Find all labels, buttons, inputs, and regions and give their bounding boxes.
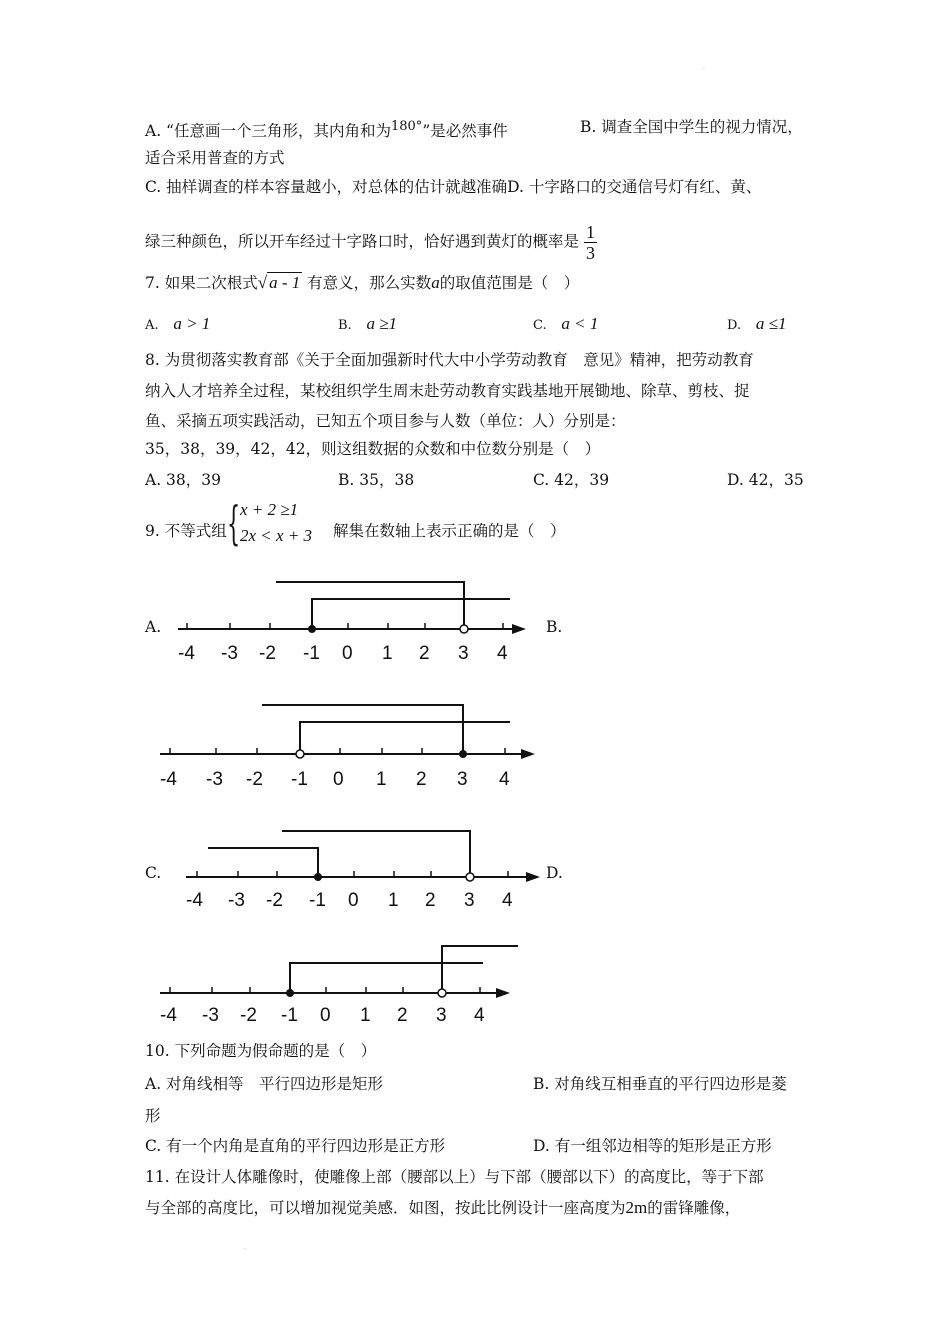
q7-option-c: C. a < 1 — [533, 314, 599, 333]
tick-label: 2 — [419, 643, 430, 664]
sqrt-expression: √ a - 1 — [257, 273, 301, 292]
q9-label-a: A. — [145, 618, 162, 636]
number-line-c — [186, 831, 540, 911]
q10-option-c: C. 有一个内角是直角的平行四边形是正方形 — [145, 1137, 446, 1155]
q9-label-d: D. — [546, 864, 563, 882]
q11-line-1: 11. 在设计人体雕像时，使雕像上部（腰部以上）与下部（腰部以下）的高度比，等于下部 — [145, 1168, 764, 1186]
tick-label: 0 — [348, 890, 359, 911]
q8-option-b: B. 35，38 — [338, 471, 415, 489]
tick-label: 4 — [497, 643, 508, 664]
page-mark: · — [244, 1246, 246, 1253]
q9-label-b: B. — [546, 618, 563, 636]
q8-line-3: 鱼、采摘五项实践活动，已知五个项目参与人数（单位：人）分别是： — [145, 412, 626, 430]
tick-label: -1 — [281, 1005, 298, 1026]
q6-option-b: B. 调查全国中学生的视力情况， — [580, 118, 803, 136]
tick-label: 3 — [458, 643, 469, 664]
q10-option-a: A. 对角线相等 平行四边形是矩形 — [145, 1075, 384, 1093]
q6-option-c: C. 抽样调查的样本容量越小，对总体的估计就越准确D. 十字路口的交通信号灯有红、黄、 — [145, 178, 762, 196]
number-line-a — [178, 582, 526, 664]
tick-label: 0 — [342, 643, 353, 664]
q8-line-2: 纳入人才培养全过程，某校组织学生周末赴劳动教育实践基地开展锄地、除草、剪枝、捉 — [145, 382, 750, 400]
tick-label: 1 — [360, 1005, 371, 1026]
q10-option-b: B. 对角线互相垂直的平行四边形是菱 — [533, 1075, 787, 1093]
tick-label: 1 — [382, 643, 393, 664]
q6-option-b-cont: 适合采用普查的方式 — [145, 149, 285, 167]
fraction-one-third: $\frac{1}{3}$ — [585, 222, 595, 263]
q6-option-d: 绿三种颜色，所以开车经过十字路口时，恰好遇到黄灯的概率是 $\frac{1}{3}$ — [145, 222, 595, 263]
tick-label: 3 — [457, 769, 468, 790]
q7-stem: 7. 如果二次根式√ a - 1 有意义，那么实数a的取值范围是（ ） — [145, 273, 580, 292]
closed-dot — [314, 873, 322, 881]
tick-label: -2 — [266, 890, 283, 911]
q9-label-c: C. — [145, 864, 162, 882]
tick-label: -3 — [202, 1005, 219, 1026]
q7-option-b: B. a ≥1 — [338, 314, 398, 333]
q8-option-d: D. 42，35 — [727, 471, 804, 489]
tick-label: 3 — [436, 1005, 447, 1026]
q7-option-a: A. a > 1 — [145, 314, 211, 333]
tick-label: 2 — [397, 1005, 408, 1026]
inequality-2: 2x < x + 3 — [240, 526, 313, 545]
tick-label: 2 — [416, 769, 427, 790]
tick-label: 2 — [425, 890, 436, 911]
closed-dot — [286, 989, 294, 997]
closed-dot — [308, 625, 316, 633]
system-brace: { — [227, 496, 241, 550]
inequality-1: x + 2 ≥1 — [240, 500, 299, 519]
q10-option-d: D. 有一组邻边相等的矩形是正方形 — [533, 1137, 772, 1155]
tick-label: -1 — [309, 890, 326, 911]
tick-label: -4 — [160, 1005, 177, 1026]
q8-line-1: 8. 为贯彻落实教育部《关于全面加强新时代大中小学劳动教育 意见》精神，把劳动教育 — [145, 351, 754, 369]
tick-label: -4 — [160, 769, 177, 790]
open-dot — [460, 625, 468, 633]
tick-label: -4 — [178, 643, 195, 664]
tick-label: 3 — [464, 890, 475, 911]
tick-label: -2 — [240, 1005, 257, 1026]
tick-label: 1 — [388, 890, 399, 911]
tick-label: -3 — [206, 769, 223, 790]
tick-label: 4 — [502, 890, 513, 911]
tick-label: -2 — [259, 643, 276, 664]
open-dot — [296, 750, 304, 758]
tick-label: 0 — [333, 769, 344, 790]
tick-label: -2 — [246, 769, 263, 790]
q11-line-2: 与全部的高度比，可以增加视觉美感．如图，按此比例设计一座高度为2m的雷锋雕像， — [145, 1198, 741, 1217]
q9-stem-suffix: 解集在数轴上表示正确的是（ ） — [333, 522, 566, 540]
open-dot — [466, 873, 474, 881]
tick-label: 1 — [376, 769, 387, 790]
q10-stem: 10. 下列命题为假命题的是（ ） — [145, 1042, 377, 1060]
q8-option-c: C. 42，39 — [533, 471, 610, 489]
open-dot — [438, 989, 446, 997]
q7-option-d: D. a ≤1 — [727, 314, 787, 333]
tick-label: 4 — [474, 1005, 485, 1026]
tick-label: -3 — [221, 643, 238, 664]
q6-option-a: A. “任意画一个三角形，其内角和为$^{180^\circ}$”是必然事件 — [145, 119, 508, 140]
q9-stem-prefix: 9. 不等式组 — [145, 522, 227, 540]
q10-option-b-cont: 形 — [145, 1107, 161, 1125]
number-line-d — [160, 946, 518, 1026]
tick-label: 0 — [320, 1005, 331, 1026]
tick-label: -4 — [186, 890, 203, 911]
tick-label: -1 — [303, 643, 320, 664]
q8-option-a: A. 38，39 — [145, 471, 221, 489]
tick-label: 4 — [499, 769, 510, 790]
tick-label: -1 — [291, 769, 308, 790]
page-mark: · — [703, 66, 705, 73]
tick-label: -3 — [228, 890, 245, 911]
closed-dot — [459, 750, 467, 758]
number-line-b — [160, 705, 535, 790]
q8-line-4: 35，38，39，42，42，则这组数据的众数和中位数分别是（ ） — [145, 440, 601, 458]
